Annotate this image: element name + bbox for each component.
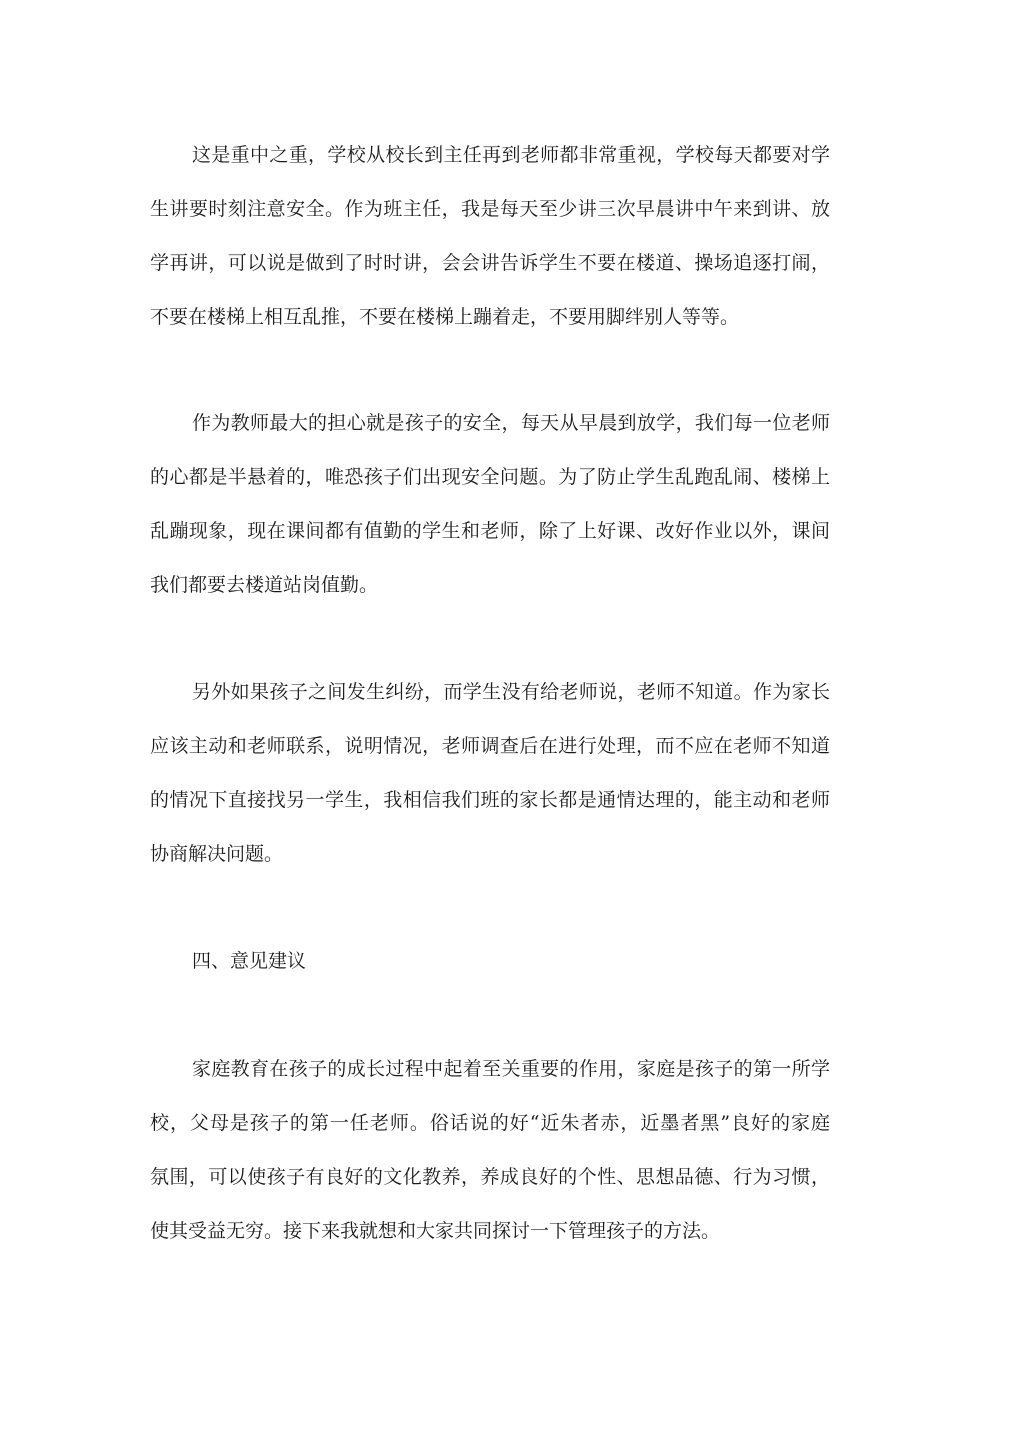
section-heading: 四、意见建议 (192, 950, 307, 972)
paragraph-line: 家庭教育在孩子的成长过程中起着至关重要的作用，家庭是孩子的第一所学 (192, 1058, 830, 1080)
paragraph-line: 校，父母是孩子的第一任老师。俗话说的好“近朱者赤，近墨者黑”良好的家庭 (150, 1112, 830, 1134)
paragraph-line: 乱蹦现象，现在课间都有值勤的学生和老师，除了上好课、改好作业以外，课间 (150, 520, 830, 542)
paragraph-line: 我们都要去楼道站岗值勤。 (150, 574, 379, 596)
paragraph-line: 协商解决问题。 (150, 843, 284, 865)
paragraph-line: 学再讲，可以说是做到了时时讲，会会讲告诉学生不要在楼道、操场追逐打闹， (150, 252, 830, 274)
paragraph-line: 作为教师最大的担心就是孩子的安全，每天从早晨到放学，我们每一位老师 (192, 412, 830, 434)
paragraph-line: 生讲要时刻注意安全。作为班主任，我是每天至少讲三次早晨讲中午来到讲、放 (150, 198, 830, 220)
paragraph-line: 不要在楼梯上相互乱推，不要在楼梯上蹦着走，不要用脚绊别人等等。 (150, 306, 740, 328)
paragraph-line: 的心都是半悬着的，唯恐孩子们出现安全问题。为了防止学生乱跑乱闹、楼梯上 (150, 466, 830, 488)
paragraph-line: 的情况下直接找另一学生，我相信我们班的家长都是通情达理的，能主动和老师 (150, 789, 830, 811)
paragraph-line: 这是重中之重，学校从校长到主任再到老师都非常重视，学校每天都要对学 (192, 144, 830, 166)
paragraph-line: 应该主动和老师联系，说明情况，老师调查后在进行处理，而不应在老师不知道 (150, 735, 830, 757)
paragraph-line: 使其受益无穷。接下来我就想和大家共同探讨一下管理孩子的方法。 (150, 1220, 721, 1242)
paragraph-line: 氛围，可以使孩子有良好的文化教养，养成良好的个性、思想品德、行为习惯， (150, 1166, 830, 1188)
paragraph-line: 另外如果孩子之间发生纠纷，而学生没有给老师说，老师不知道。作为家长 (192, 681, 830, 703)
